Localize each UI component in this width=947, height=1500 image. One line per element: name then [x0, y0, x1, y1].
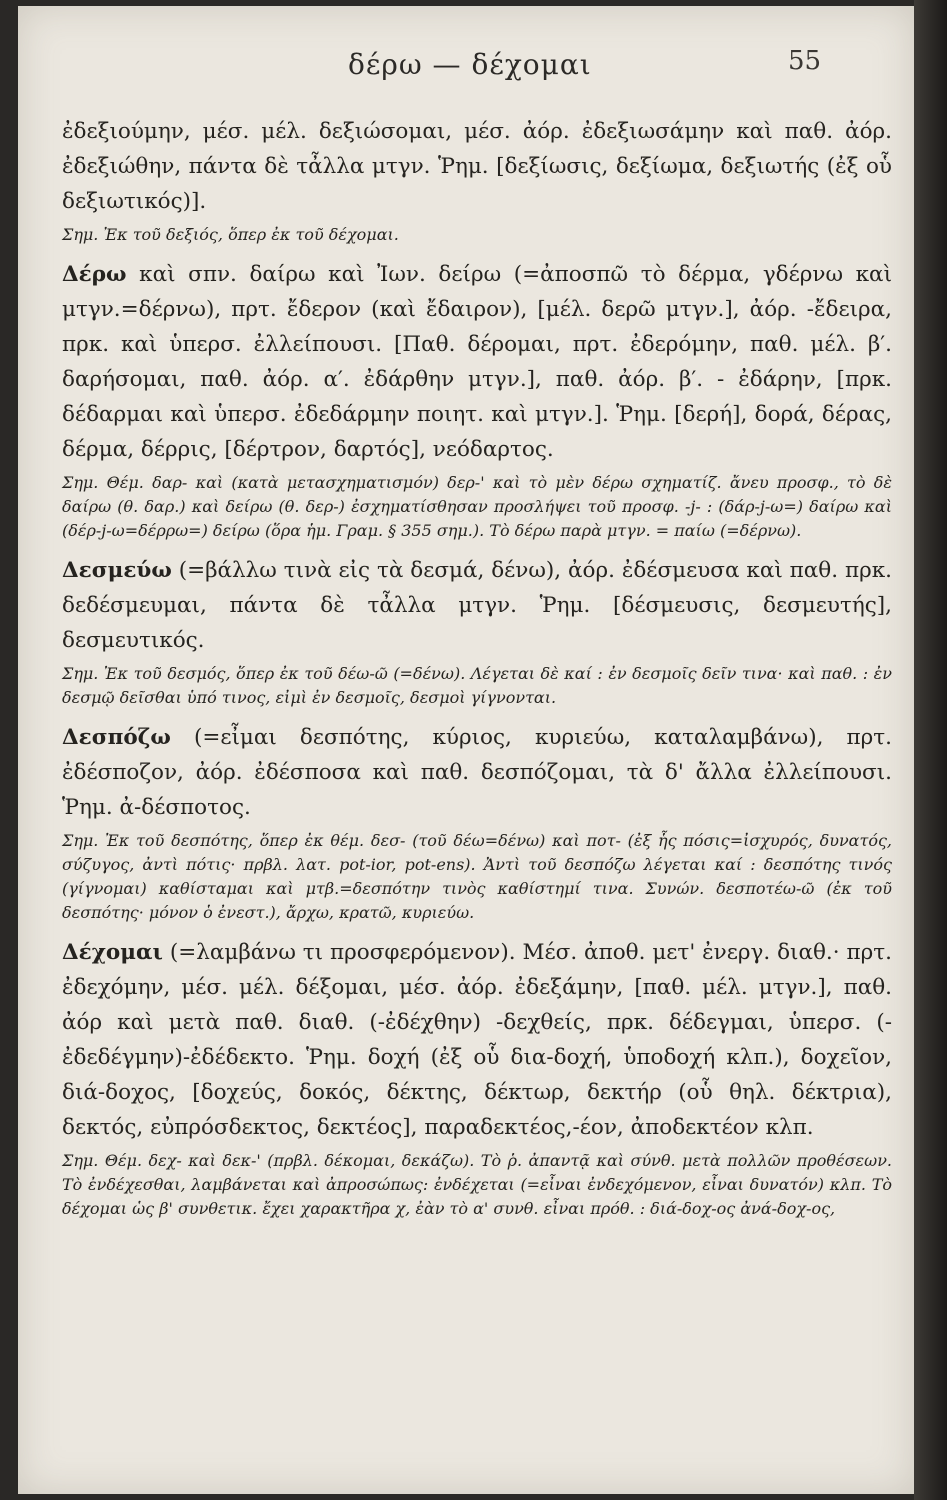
headword: Δεσπόζω	[62, 725, 171, 750]
page-header	[18, 48, 914, 88]
entry-body: (=λαμβάνω τι προσφερόμενον). Μέσ. ἀποθ. μετ' ἐνεργ. διαθ.· πρτ. ἐδεχόμην, μέσ. μέλ. δέξομαι, μέσ. ἀόρ. ἐδεξάμην, [παθ. μέλ. μτγν.], παθ. ἀόρ καὶ μετὰ παθ. διαθ. (-ἐδέχθην) -δεχθείς, πρκ. δέδεγμαι, ὑπερσ. (-ἐδεδέγμην)-ἐδέδεκτο. Ῥημ. δοχή (ἐξ οὗ δια-δοχή, ὑποδοχή κλπ.), δοχεῖον, διά-δοχος, [δοχεύς, δοκός, δέκτης, δέκτωρ, δεκτήρ (οὗ θηλ. δέκτρια), δεκτός, εὐπρόσδεκτος, δεκτέος], παραδεκτέος,-έον, ἀποδεκτέον κλπ.	[62, 940, 892, 1140]
entry-note: Σημ. Ἐκ τοῦ δεσπότης, ὅπερ ἐκ θέμ. δεσ- (τοῦ δέω=δένω) καὶ ποτ- (ἐξ ἧς πόσις=ἰσχυρός, δυνατός, σύζυγος, ἀντὶ πότις· πρβλ. λατ. pot-ior, pot-ens). Ἀντὶ τοῦ δεσπόζω λέγεται καί : δεσπότης τινός (γίγνομαι) καθίσταμαι καὶ μτβ.=δεσπότην τινὸς καθίστημί τινα. Συνών. δεσποτέω-ῶ (ἐκ τοῦ δεσπότης· μόνον ὁ ἐνεστ.), ἄρχω, κρατῶ, κυριεύω.	[62, 831, 892, 922]
page-edge-shadow	[914, 0, 947, 1500]
entry-body: (=εἶμαι δεσπότης, κύριος, κυριεύω, καταλαμβάνω), πρτ. ἐδέσποζον, ἀόρ. ἐδέσποσα καὶ παθ. δεσπόζομαι, τὰ δ' ἄλλα ἐλλείπουσι. Ῥημ. ἀ-δέσποτος.	[62, 725, 892, 820]
entry-note: Σημ. Θέμ. δεχ- καὶ δεκ-' (πρβλ. δέκομαι, δεκάζω). Τὸ ῥ. ἀπαντᾷ καὶ σύνθ. μετὰ πολλῶν προθέσεων. Τὸ ἐνδέχεσθαι, λαμβάνεται καὶ ἀπροσώπως: ἐνδέχεται (=εἶναι ἐνδεχόμενον, εἶναι δυνατόν) κλπ. Τὸ δέχομαι ὡς β' συνθετικ. ἔχει χαρακτῆρα χ, ἐὰν τὸ α' συνθ. εἶναι πρόθ. : διά-δοχ-ος ἀνά-δοχ-ος,	[62, 1151, 892, 1218]
headword: Δέρω	[62, 262, 127, 287]
headword: Δεσμεύω	[62, 558, 172, 583]
book-page	[18, 6, 914, 1494]
entry-desmeuo	[62, 553, 892, 658]
running-head: δέρω — δέχομαι	[348, 48, 592, 81]
dictionary-content	[62, 114, 892, 1231]
entry-despozo	[62, 720, 892, 825]
entry-note: Σημ. Ἐκ τοῦ δεσμός, ὅπερ ἐκ τοῦ δέω-ῶ (=δένω). Λέγεται δὲ καί : ἐν δεσμοῖς δεῖν τινα· καὶ παθ. : ἐν δεσμῷ δεῖσθαι ὑπό τινος, εἰμὶ ἐν δεσμοῖς, δεσμοὶ γίγνονται.	[62, 664, 892, 707]
headword: Δέχομαι	[62, 940, 163, 965]
entry-dechomai	[62, 935, 892, 1145]
entry-body: ἐδεξιούμην, μέσ. μέλ. δεξιώσομαι, μέσ. ἀόρ. ἐδεξιωσάμην καὶ παθ. ἀόρ. ἐδεξιώθην, πάντα δὲ τἆλλα μτγν. Ῥημ. [δεξίωσις, δεξίωμα, δεξιωτής (ἐξ οὗ δεξιωτικός)].	[62, 119, 892, 214]
entry-body: καὶ σπν. δαίρω καὶ Ἰων. δείρω (=ἀποσπῶ τὸ δέρμα, γδέρνω καὶ μτγν.=δέρνω), πρτ. ἔδερον (καὶ ἔδαιρον), [μέλ. δερῶ μτγν.], ἀόρ. -ἔδειρα, πρκ. καὶ ὑπερσ. ἐλλείπουσι. [Παθ. δέρομαι, πρτ. ἐδερόμην, παθ. μέλ. β′. δαρήσομαι, παθ. ἀόρ. α′. ἐδάρθην μτγν.], παθ. ἀόρ. β′. - ἐδάρην, [πρκ. δέδαρμαι καὶ ὑπερσ. ἐδεδάρμην ποιητ. καὶ μτγν.]. Ῥημ. [δερή], δορά, δέρας, δέρμα, δέρρις, [δέρτρον, δαρτός], νεόδαρτος.	[62, 262, 892, 462]
entry-note: Σημ. Ἐκ τοῦ δεξιός, ὅπερ ἐκ τοῦ δέχομαι.	[62, 225, 399, 244]
page-number: 55	[788, 46, 822, 76]
entry-dero	[62, 257, 892, 467]
entry-body: (=βάλλω τινὰ εἰς τὰ δεσμά, δένω), ἀόρ. ἐδέσμευσα καὶ παθ. πρκ. δεδέσμευμαι, πάντα δὲ τἆλλα μτγν. Ῥημ. [δέσμευσις, δεσμευτής], δεσμευτικός.	[62, 558, 892, 653]
entry-note: Σημ. Θέμ. δαρ- καὶ (κατὰ μετασχηματισμόν) δερ-' καὶ τὸ μὲν δέρω σχηματίζ. ἄνευ προσφ., τὸ δὲ δαίρω (θ. δαρ.) καὶ δείρω (θ. δερ-) ἐσχηματίσθησαν προσλήψει τοῦ προσφ. -j- : (δάρ-j-ω=) δαίρω καὶ (δέρ-j-ω=δέρρω=) δείρω (ὅρα ἡμ. Γραμ. § 355 σημ.). Τὸ δέρω παρὰ μτγν. = παίω (=δέρνω).	[62, 473, 892, 540]
